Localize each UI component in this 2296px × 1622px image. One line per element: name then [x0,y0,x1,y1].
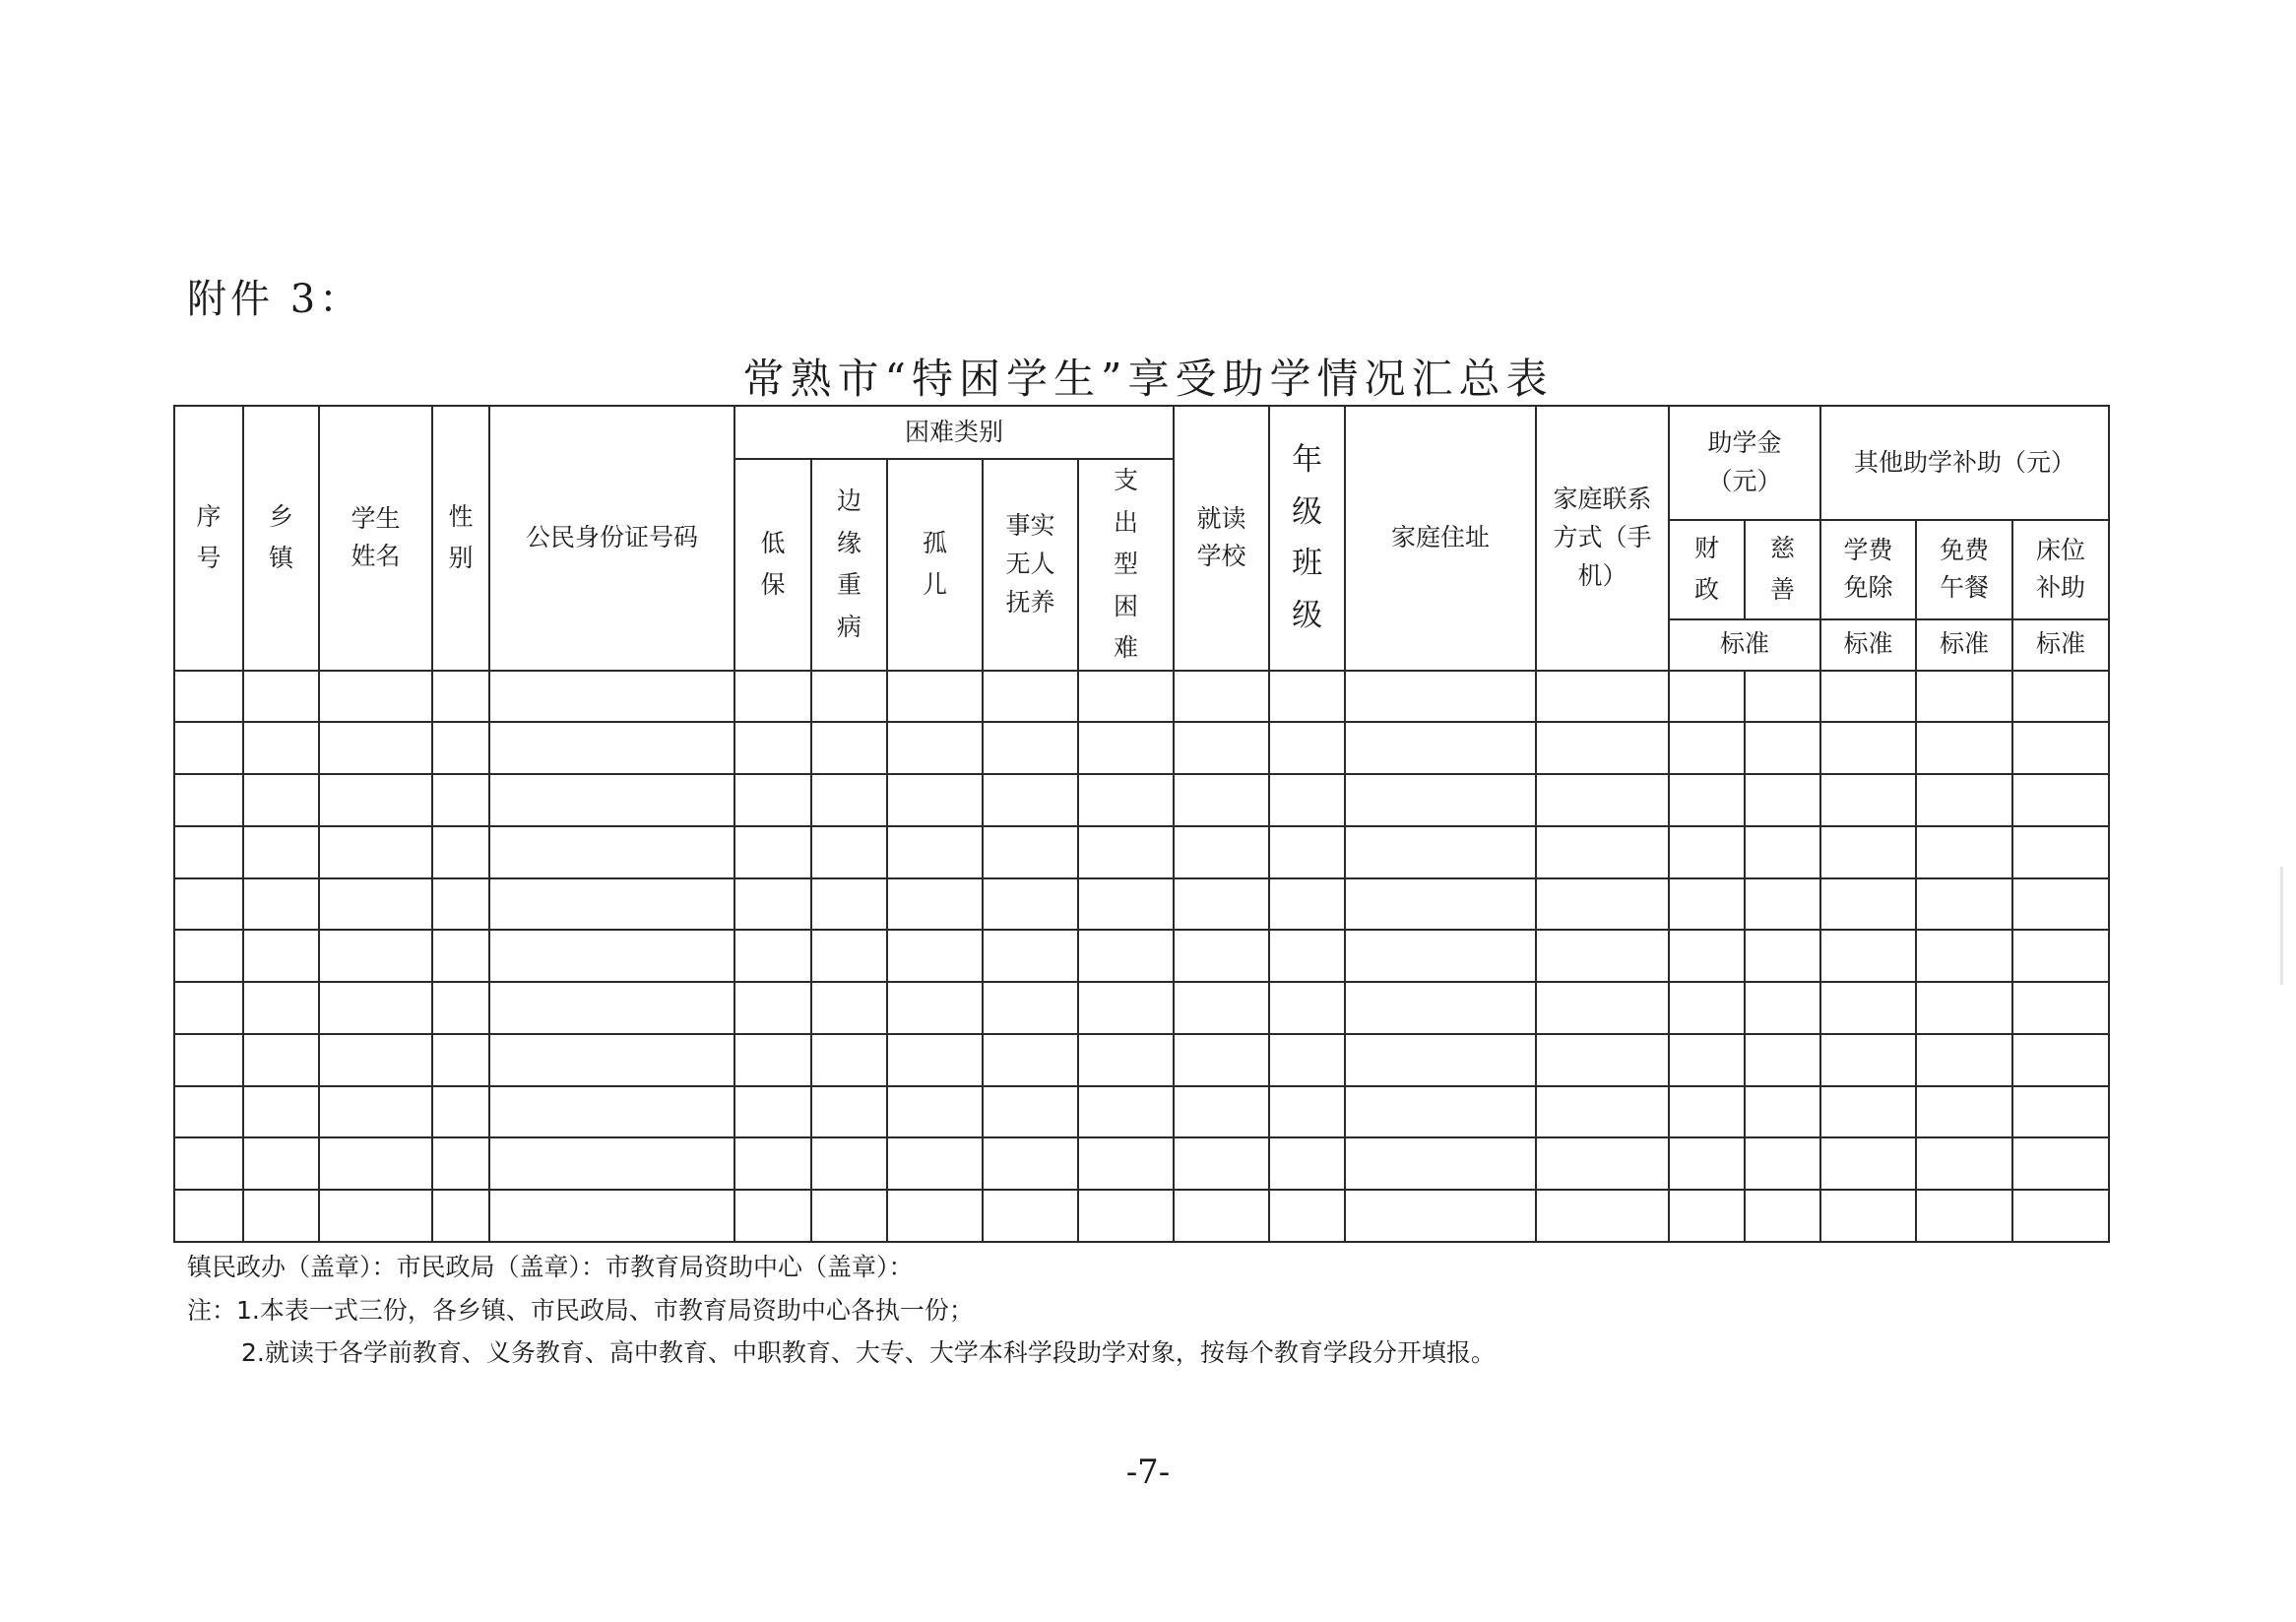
table-cell[interactable] [1820,722,1916,774]
table-cell[interactable] [489,826,734,878]
table-cell[interactable] [432,1190,489,1242]
table-cell[interactable] [1174,722,1269,774]
table-cell[interactable] [174,826,243,878]
table-row [174,1137,2109,1190]
table-cell[interactable] [174,1086,243,1138]
table-cell[interactable] [1916,1190,2012,1242]
table-cell[interactable] [887,826,983,878]
header-grant-group: 助学金（元） [1669,406,1820,520]
table-cell[interactable] [243,930,319,982]
note-2: 2.就读于各学前教育、义务教育、高中教育、中职教育、大专、大学本科学段助学对象，按每个教育学段分开填报。 [241,1338,1496,1367]
table-cell[interactable] [1916,982,2012,1034]
table-cell[interactable] [887,1137,983,1190]
table-cell[interactable] [1669,878,1745,931]
table-cell[interactable] [1669,1086,1745,1138]
table-cell[interactable] [1345,722,1536,774]
header-type-unsupported: 事实无人抚养 [983,459,1078,671]
table-cell[interactable] [1345,1034,1536,1086]
table-cell[interactable] [174,1190,243,1242]
table-cell[interactable] [983,722,1078,774]
table-cell[interactable] [2012,1086,2109,1138]
table-cell[interactable] [1078,1034,1174,1086]
table-cell[interactable] [734,1137,811,1190]
table-cell[interactable] [1078,1086,1174,1138]
table-cell[interactable] [1745,1034,1820,1086]
table-cell[interactable] [1536,1086,1669,1138]
table-cell[interactable] [1078,1190,1174,1242]
table-row [174,982,2109,1034]
table-cell[interactable] [811,982,887,1034]
table-cell[interactable] [174,722,243,774]
header-other-lunch: 免费午餐 [1916,520,2012,618]
table-cell[interactable] [811,1086,887,1138]
table-cell[interactable] [1078,826,1174,878]
table-cell[interactable] [1536,1190,1669,1242]
table-cell[interactable] [1345,982,1536,1034]
table-cell[interactable] [1669,826,1745,878]
table-cell[interactable] [1536,1137,1669,1190]
table-cell[interactable] [1745,982,1820,1034]
table-cell[interactable] [887,930,983,982]
table-cell[interactable] [2012,774,2109,826]
table-cell[interactable] [174,774,243,826]
table-row [174,722,2109,774]
header-seq: 序号 [174,406,243,671]
table-cell[interactable] [174,671,243,723]
table-cell[interactable] [1669,1034,1745,1086]
table-cell[interactable] [1078,982,1174,1034]
header-other-tuition: 学费免除 [1820,520,1916,618]
table-cell[interactable] [1745,1086,1820,1138]
table-cell[interactable] [1078,930,1174,982]
table-cell[interactable] [432,982,489,1034]
table-cell[interactable] [1345,1086,1536,1138]
table-cell[interactable] [811,774,887,826]
table-cell[interactable] [983,774,1078,826]
table-cell[interactable] [174,982,243,1034]
header-gender: 性别 [432,406,489,671]
page-number: -7- [1125,1453,1171,1492]
table-cell[interactable] [1269,722,1345,774]
table-cell[interactable] [734,878,811,931]
table-cell[interactable] [983,1034,1078,1086]
table-cell[interactable] [432,774,489,826]
table-cell[interactable] [243,826,319,878]
table-cell[interactable] [1745,671,1820,723]
header-type-orphan: 孤儿 [887,459,983,671]
table-cell[interactable] [432,671,489,723]
table-cell[interactable] [1078,1137,1174,1190]
table-cell[interactable] [887,774,983,826]
table-cell[interactable] [734,826,811,878]
table-cell[interactable] [811,1034,887,1086]
table-cell[interactable] [1345,1137,1536,1190]
table-cell[interactable] [1745,722,1820,774]
table-cell[interactable] [1536,826,1669,878]
table-cell[interactable] [1916,1137,2012,1190]
header-other-standard-bed: 标准 [2012,619,2109,671]
table-row [174,930,2109,982]
table-cell[interactable] [1536,982,1669,1034]
table-cell[interactable] [887,1190,983,1242]
table-cell[interactable] [1174,878,1269,931]
table-cell[interactable] [489,774,734,826]
table-cell[interactable] [1916,774,2012,826]
table-cell[interactable] [1745,1137,1820,1190]
table-cell[interactable] [1669,982,1745,1034]
table-cell[interactable] [2012,671,2109,723]
table-row [174,826,2109,878]
table-row [174,1034,2109,1086]
table-cell[interactable] [243,1190,319,1242]
header-town: 乡镇 [243,406,319,671]
table-cell[interactable] [1820,878,1916,931]
scan-edge-mark [2280,867,2283,985]
table-cell[interactable] [1078,722,1174,774]
table-cell[interactable] [887,1034,983,1086]
table-cell[interactable] [1536,774,1669,826]
header-grant-standard: 标准 [1669,619,1820,671]
header-contact: 家庭联系方式（手机） [1536,406,1669,671]
table-cell[interactable] [983,1086,1078,1138]
table-cell[interactable] [811,1190,887,1242]
header-type-edge-illness: 边缘重病 [811,459,887,671]
table-cell[interactable] [489,1034,734,1086]
table-cell[interactable] [489,1190,734,1242]
table-cell[interactable] [983,878,1078,931]
table-cell[interactable] [1820,774,1916,826]
table-cell[interactable] [1820,1137,1916,1190]
table-cell[interactable] [1174,1034,1269,1086]
table-cell[interactable] [319,878,432,931]
table-cell[interactable] [1536,930,1669,982]
table-cell[interactable] [1345,930,1536,982]
table-cell[interactable] [1669,1137,1745,1190]
table-cell[interactable] [243,774,319,826]
table-cell[interactable] [1916,878,2012,931]
table-cell[interactable] [811,826,887,878]
header-home-address: 家庭住址 [1345,406,1536,671]
table-cell[interactable] [1269,1034,1345,1086]
table-cell[interactable] [1536,671,1669,723]
table-cell[interactable] [489,1137,734,1190]
table-cell[interactable] [1174,930,1269,982]
table-cell[interactable] [887,671,983,723]
table-cell[interactable] [1820,826,1916,878]
table-cell[interactable] [432,1034,489,1086]
header-other-bed: 床位补助 [2012,520,2109,618]
table-cell[interactable] [1345,878,1536,931]
table-cell[interactable] [1174,1137,1269,1190]
table-cell[interactable] [1745,878,1820,931]
table-cell[interactable] [811,722,887,774]
table-cell[interactable] [319,1190,432,1242]
table-cell[interactable] [243,982,319,1034]
table-cell[interactable] [1269,774,1345,826]
table-cell[interactable] [734,1086,811,1138]
table-cell[interactable] [1269,671,1345,723]
table-cell[interactable] [432,826,489,878]
table-cell[interactable] [2012,722,2109,774]
table-cell[interactable] [1916,671,2012,723]
table-cell[interactable] [983,930,1078,982]
table-cell[interactable] [1745,826,1820,878]
table-cell[interactable] [734,722,811,774]
table-cell[interactable] [811,878,887,931]
table-cell[interactable] [887,878,983,931]
signature-line: 镇民政办（盖章）：市民政局（盖章）：市教育局资助中心（盖章）： [187,1253,914,1281]
table-cell[interactable] [1669,930,1745,982]
table-cell[interactable] [2012,1034,2109,1086]
header-grant-finance: 财政 [1669,520,1745,618]
table-cell[interactable] [243,878,319,931]
table-cell[interactable] [1820,1086,1916,1138]
table-cell[interactable] [1345,1190,1536,1242]
table-cell[interactable] [319,1034,432,1086]
table-cell[interactable] [1669,722,1745,774]
table-cell[interactable] [734,982,811,1034]
table-cell[interactable] [1174,774,1269,826]
table-cell[interactable] [319,722,432,774]
table-cell[interactable] [489,982,734,1034]
table-cell[interactable] [319,1086,432,1138]
table-cell[interactable] [1536,878,1669,931]
table-cell[interactable] [243,671,319,723]
table-cell[interactable] [1269,1190,1345,1242]
table-cell[interactable] [1669,671,1745,723]
table-cell[interactable] [319,671,432,723]
table-cell[interactable] [174,1137,243,1190]
table-cell[interactable] [319,826,432,878]
table-cell[interactable] [2012,930,2109,982]
table-cell[interactable] [887,982,983,1034]
table-cell[interactable] [1269,826,1345,878]
table-cell[interactable] [983,826,1078,878]
table-cell[interactable] [811,671,887,723]
table-cell[interactable] [1916,930,2012,982]
attachment-label: 附件 3： [187,277,363,322]
table-cell[interactable] [1745,930,1820,982]
table-cell[interactable] [1078,671,1174,723]
table-cell[interactable] [432,722,489,774]
table-cell[interactable] [1669,774,1745,826]
table-cell[interactable] [2012,878,2109,931]
header-type-expense: 支出型困难 [1078,459,1174,671]
table-cell[interactable] [2012,826,2109,878]
header-student-name: 学生姓名 [319,406,432,671]
table-cell[interactable] [319,1137,432,1190]
table-row [174,878,2109,931]
table-cell[interactable] [489,722,734,774]
table-cell[interactable] [1269,930,1345,982]
header-school: 就读学校 [1174,406,1269,671]
table-cell[interactable] [2012,1137,2109,1190]
table-cell[interactable] [1820,671,1916,723]
table-row [174,1086,2109,1138]
table-row [174,1190,2109,1242]
table-row [174,671,2109,723]
table-cell[interactable] [174,878,243,931]
table-cell[interactable] [489,1086,734,1138]
table-cell[interactable] [432,1137,489,1190]
table-cell[interactable] [319,930,432,982]
table-cell[interactable] [1820,1034,1916,1086]
header-other-standard-tuition: 标准 [1820,619,1916,671]
table-cell[interactable] [2012,982,2109,1034]
table-cell[interactable] [1345,774,1536,826]
table-cell[interactable] [1669,1190,1745,1242]
table-cell[interactable] [1078,774,1174,826]
header-other-standard-lunch: 标准 [1916,619,2012,671]
header-grade-class: 年级班级 [1269,406,1345,671]
table-cell[interactable] [1745,774,1820,826]
table-row [174,774,2109,826]
table-cell[interactable] [734,1034,811,1086]
table-cell[interactable] [489,930,734,982]
table-cell[interactable] [734,671,811,723]
table-cell[interactable] [1269,878,1345,931]
table-cell[interactable] [432,878,489,931]
table-cell[interactable] [983,1190,1078,1242]
header-difficulty-group: 困难类别 [734,406,1174,459]
table-cell[interactable] [1269,1137,1345,1190]
table-cell[interactable] [1345,826,1536,878]
table-cell[interactable] [243,722,319,774]
table-cell[interactable] [1536,722,1669,774]
table-cell[interactable] [1174,982,1269,1034]
table-cell[interactable] [1345,671,1536,723]
table-cell[interactable] [2012,1190,2109,1242]
table-cell[interactable] [734,774,811,826]
header-other-group: 其他助学补助（元） [1820,406,2109,520]
header-type-dibao: 低保 [734,459,811,671]
table-cell[interactable] [1536,1034,1669,1086]
table-cell[interactable] [1916,722,2012,774]
table-cell[interactable] [1820,930,1916,982]
note-1: 注：1.本表一式三份，各乡镇、市民政局、市教育局资助中心各执一份； [187,1296,974,1325]
table-cell[interactable] [1916,1034,2012,1086]
table-cell[interactable] [489,671,734,723]
table-cell[interactable] [174,1034,243,1086]
table-cell[interactable] [1174,826,1269,878]
table-cell[interactable] [489,878,734,931]
table-cell[interactable] [1269,982,1345,1034]
table-cell[interactable] [983,1137,1078,1190]
table-cell[interactable] [1745,1190,1820,1242]
table-cell[interactable] [887,722,983,774]
table-cell[interactable] [811,930,887,982]
table-cell[interactable] [734,1190,811,1242]
table-cell[interactable] [174,930,243,982]
table-cell[interactable] [243,1137,319,1190]
table-cell[interactable] [983,671,1078,723]
table-cell[interactable] [1916,826,2012,878]
table-cell[interactable] [983,982,1078,1034]
table-cell[interactable] [1820,1190,1916,1242]
document-title: 常熟市“特困学生”享受助学情况汇总表 [742,355,1554,403]
table-cell[interactable] [1820,982,1916,1034]
header-id-number: 公民身份证号码 [489,406,734,671]
table-cell[interactable] [1269,1086,1345,1138]
table-cell[interactable] [319,982,432,1034]
table-cell[interactable] [734,930,811,982]
table-cell[interactable] [1174,1086,1269,1138]
table-cell[interactable] [1078,878,1174,931]
table-cell[interactable] [887,1086,983,1138]
table-cell[interactable] [319,774,432,826]
table-cell[interactable] [1916,1086,2012,1138]
table-cell[interactable] [243,1086,319,1138]
table-cell[interactable] [243,1034,319,1086]
table-cell[interactable] [1174,671,1269,723]
table-cell[interactable] [1174,1190,1269,1242]
table-cell[interactable] [811,1137,887,1190]
table-cell[interactable] [432,930,489,982]
summary-table [173,405,2110,1243]
table-cell[interactable] [432,1086,489,1138]
header-grant-charity: 慈善 [1745,520,1820,618]
